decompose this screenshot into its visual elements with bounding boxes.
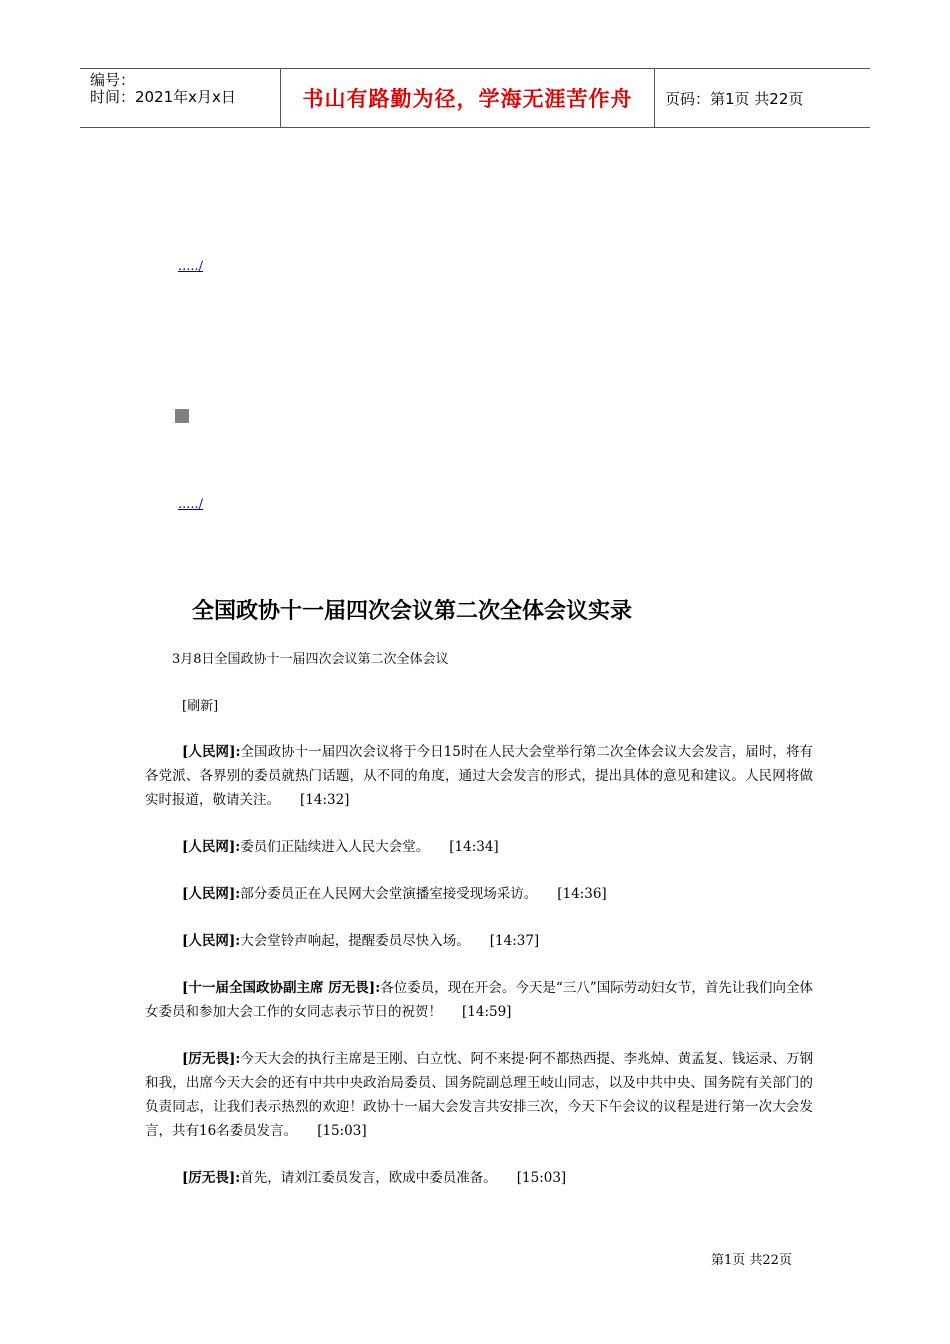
link-1[interactable]: ...../ [178,259,204,274]
page-header [80,68,870,128]
speaker: [厉无畏]: [182,1170,241,1186]
speech-text: 委员们正陆续进入人民大会堂。 [240,839,430,855]
timestamp: [14:34] [449,839,499,855]
header-info [80,69,281,127]
speech-text: 部分委员正在人民网大会堂演播室接受现场采访。 [240,886,538,902]
speech-text: 大会堂铃声响起，提醒委员尽快入场。 [240,933,470,949]
document-subtitle: 3月8日全国政协十一届四次会议第二次全体会议 [172,652,449,667]
transcript-body [145,740,813,1213]
transcript-paragraph [145,929,813,953]
number-label: 编号： [90,71,136,89]
timestamp: [14:32] [300,792,350,808]
timestamp: [15:03] [516,1170,567,1186]
timestamp: [14:37] [489,933,540,949]
speaker: [十一届全国政协副主席 厉无畏]: [182,980,381,996]
speech-text: 首先，请刘江委员发言，欧成中委员准备。 [240,1170,497,1186]
document-title: 全国政协十一届四次会议第二次全体会议实录 [192,599,633,624]
transcript-paragraph [145,740,813,812]
image-placeholder-icon [175,409,189,423]
speaker: [人民网]: [182,886,241,902]
transcript-paragraph [145,835,813,859]
transcript-paragraph [145,1047,813,1143]
speaker: [人民网]: [182,933,241,949]
time-label: 时间：2021年x月x日 [90,88,236,106]
page-footer: 第1页 共22页 [711,1253,792,1268]
speech-text: 各位委员，现在开会。今天是“三八”国际劳动妇女节，首先让我们向全体女委员和参加大会工作的女同志表示节日的祝贺！ [145,980,813,1020]
refresh-link[interactable]: [刷新] [182,699,219,714]
header-page-number: 页码：第1页 共22页 [665,89,804,108]
header-motto: 书山有路勤为径，学海无涯苦作舟 [281,69,655,127]
speaker: [人民网]: [182,839,241,855]
timestamp: [14:59] [462,1004,512,1020]
link-2[interactable]: ...../ [178,497,204,512]
timestamp: [15:03] [317,1123,367,1139]
transcript-paragraph [145,976,813,1024]
speech-text: 今天大会的执行主席是王刚、白立忱、阿不来提·阿不都热西提、李兆焯、黄孟复、钱运录、万钢和我，出席今天大会的还有中共中央政治局委员、国务院副总理王岐山同志，以及中共中央、国务院有关部门的负责同志，让我们表示热烈的欢迎！政协十一届大会发言共安排三次，今天下午会议的议程是进行第一次大会发言，共有16名委员发言。 [145,1051,813,1139]
speaker: [厉无畏]: [182,1051,241,1067]
speech-text: 全国政协十一届四次会议将于今日15时在人民大会堂举行第二次全体会议大会发言，届时，将有各党派、各界别的委员就热门话题，从不同的角度，通过大会发言的形式，提出具体的意见和建议。人民网将做实时报道，敬请关注。 [145,744,813,808]
speaker: [人民网]: [182,744,241,760]
transcript-paragraph [145,882,813,906]
timestamp: [14:36] [557,886,607,902]
transcript-paragraph [145,1166,813,1190]
